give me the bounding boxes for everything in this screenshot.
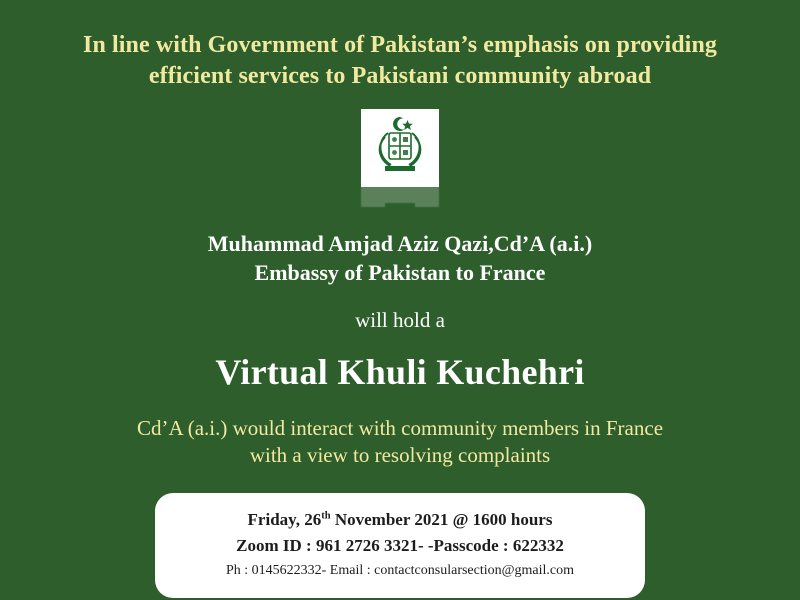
zoom-credentials: Zoom ID : 961 2726 3321- -Passcode : 622332 [236, 535, 564, 555]
subnote-line-1: Cd’A (a.i.) would interact with community members in France [136, 415, 664, 440]
contact-info: Ph : 0145622332- Email : contactconsularsection@gmail.com [225, 563, 575, 579]
headline-line-2: efficient services to Pakistani community abroad [148, 62, 652, 89]
event-details-card [155, 493, 645, 598]
event-date-prefix: Friday, 26 [247, 510, 322, 530]
event-date-suffix: November 2021 @ 1600 hours [330, 510, 553, 530]
emblem-container [354, 109, 446, 201]
officer-block [208, 229, 592, 287]
officer-name: Muhammad Amjad Aziz Qazi,Cd’A (a.i.) [207, 231, 593, 257]
subnote-line-2: with a view to resolving complaints [249, 442, 551, 467]
event-date-ordinal: th [321, 510, 331, 522]
event-title: Virtual Khuli Kuchehri [215, 351, 585, 392]
pakistan-state-emblem-icon [361, 109, 439, 187]
officer-post: Embassy of Pakistan to France [254, 260, 546, 286]
subnote-block [50, 415, 750, 470]
will-hold-text: will hold a [355, 307, 445, 332]
headline-line-1: In line with Government of Pakistan’s emphasis on providing [83, 32, 717, 58]
event-datetime [173, 507, 627, 533]
emblem-reflection [361, 181, 439, 207]
headline-block [50, 30, 750, 91]
